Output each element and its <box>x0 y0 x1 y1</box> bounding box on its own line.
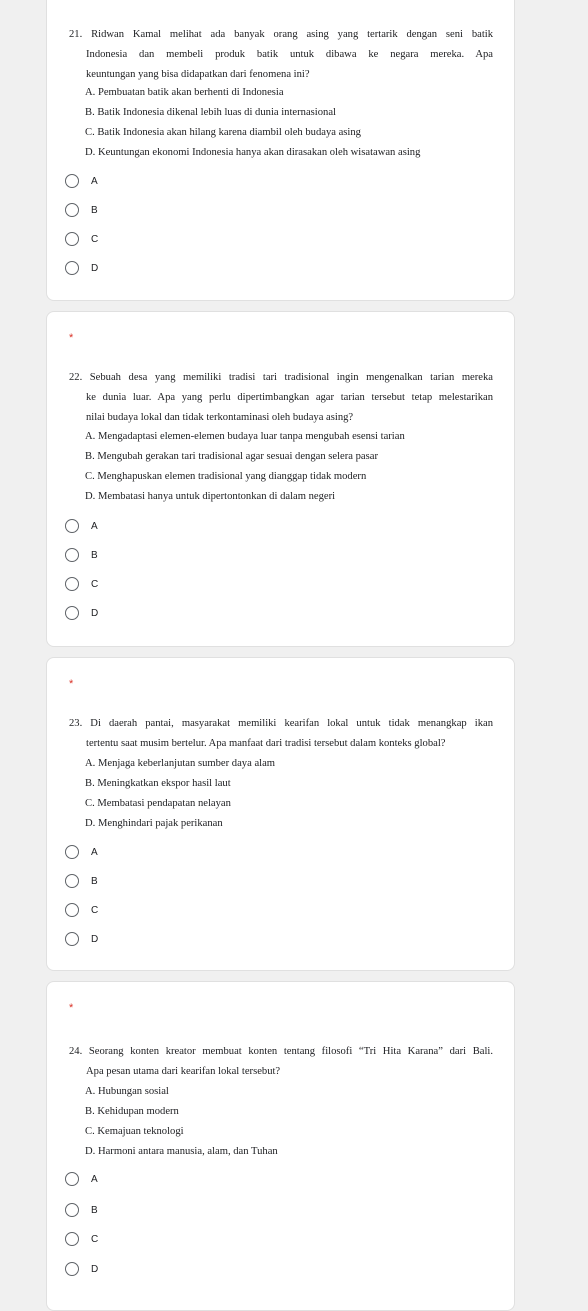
radio-button[interactable] <box>65 874 79 888</box>
question-text <box>69 714 493 754</box>
radio-label[interactable]: B <box>91 204 98 216</box>
radio-label[interactable]: D <box>91 607 99 619</box>
question-line: ke dunia luar. Apa yang perlu dipertimbangkan agar tarian tersebut tetap melestarikan <box>86 392 493 403</box>
radio-option-a[interactable] <box>65 516 98 536</box>
question-line: nilai budaya lokal dan tidak terkontaminasi oleh budaya asing? <box>86 412 354 423</box>
question-line: 24. Seorang konten kreator membuat konten tentang filosofi “Tri Hita Karana” dari Bali. <box>69 1046 493 1057</box>
option-list <box>85 1082 278 1162</box>
radio-option-d[interactable] <box>65 258 98 278</box>
radio-option-c[interactable] <box>65 229 98 249</box>
option-text-c: C. Membatasi pendapatan nelayan <box>85 798 231 809</box>
radio-button[interactable] <box>65 577 79 591</box>
radio-option-c[interactable] <box>65 574 98 594</box>
question-line: tertentu saat musim bertelur. Apa manfaat dari tradisi tersebut dalam konteks global? <box>86 738 446 749</box>
radio-option-d[interactable] <box>65 1259 98 1279</box>
option-list <box>85 427 405 507</box>
question-line: 22. Sebuah desa yang memiliki tradisi tari tradisional ingin mengenalkan tarian mereka <box>69 372 493 383</box>
radio-option-c[interactable] <box>65 1229 98 1249</box>
radio-button[interactable] <box>65 261 79 275</box>
question-card-24 <box>46 981 515 1311</box>
radio-label[interactable]: A <box>91 846 98 858</box>
option-text-b: B. Mengubah gerakan tari tradisional agar sesuai dengan selera pasar <box>85 451 378 462</box>
question-card-23 <box>46 657 515 971</box>
radio-option-a[interactable] <box>65 171 98 191</box>
radio-label[interactable]: C <box>91 578 99 590</box>
radio-option-d[interactable] <box>65 929 98 949</box>
radio-button[interactable] <box>65 519 79 533</box>
question-line: keuntungan yang bisa didapatkan dari fenomena ini? <box>86 69 310 80</box>
radio-option-b[interactable] <box>65 871 98 891</box>
radio-label[interactable]: B <box>91 1204 98 1216</box>
radio-option-a[interactable] <box>65 842 98 862</box>
radio-option-b[interactable] <box>65 200 98 220</box>
question-line: 23. Di daerah pantai, masyarakat memiliki kearifan lokal untuk tidak menangkap ikan <box>69 718 493 729</box>
radio-button[interactable] <box>65 203 79 217</box>
radio-button[interactable] <box>65 1262 79 1276</box>
radio-button[interactable] <box>65 548 79 562</box>
required-asterisk: * <box>69 678 74 690</box>
option-text-b: B. Batik Indonesia dikenal lebih luas di dunia internasional <box>85 107 336 118</box>
option-text-a: A. Pembuatan batik akan berhenti di Indonesia <box>85 87 284 98</box>
radio-option-c[interactable] <box>65 900 98 920</box>
option-text-b: B. Meningkatkan ekspor hasil laut <box>85 778 231 789</box>
option-list <box>85 83 420 163</box>
radio-option-b[interactable] <box>65 1200 98 1220</box>
radio-button[interactable] <box>65 232 79 246</box>
question-text <box>69 1042 493 1082</box>
radio-label[interactable]: D <box>91 933 99 945</box>
option-text-d: D. Menghindari pajak perikanan <box>85 818 223 829</box>
radio-option-b[interactable] <box>65 545 98 565</box>
radio-button[interactable] <box>65 174 79 188</box>
radio-label[interactable]: A <box>91 175 98 187</box>
question-card-22 <box>46 311 515 647</box>
option-text-a: A. Menjaga keberlanjutan sumber daya alam <box>85 758 276 769</box>
option-text-a: A. Hubungan sosial <box>85 1086 169 1097</box>
option-text-c: C. Kemajuan teknologi <box>85 1126 184 1137</box>
option-text-d: D. Keuntungan ekonomi Indonesia hanya akan dirasakan oleh wisatawan asing <box>85 147 421 158</box>
radio-button[interactable] <box>65 1172 79 1186</box>
question-line: 21. Ridwan Kamal melihat ada banyak orang asing yang tertarik dengan seni batik <box>69 29 493 40</box>
radio-button[interactable] <box>65 606 79 620</box>
option-text-c: C. Menghapuskan elemen tradisional yang dianggap tidak modern <box>85 471 367 482</box>
question-text <box>69 25 493 85</box>
radio-label[interactable]: D <box>91 262 99 274</box>
required-asterisk: * <box>69 332 74 344</box>
radio-label[interactable]: C <box>91 904 99 916</box>
radio-label[interactable]: A <box>91 520 98 532</box>
radio-label[interactable]: D <box>91 1263 99 1275</box>
option-text-a: A. Mengadaptasi elemen-elemen budaya luar tanpa mengubah esensi tarian <box>85 431 405 442</box>
question-text <box>69 368 493 428</box>
radio-label[interactable]: C <box>91 1233 99 1245</box>
radio-option-a[interactable] <box>65 1169 98 1189</box>
radio-label[interactable]: C <box>91 233 99 245</box>
question-line: Apa pesan utama dari kearifan lokal tersebut? <box>86 1066 281 1077</box>
option-text-b: B. Kehidupan modern <box>85 1106 179 1117</box>
radio-label[interactable]: B <box>91 875 98 887</box>
radio-label[interactable]: B <box>91 549 98 561</box>
required-asterisk: * <box>69 1002 74 1014</box>
radio-button[interactable] <box>65 1232 79 1246</box>
radio-button[interactable] <box>65 932 79 946</box>
radio-button[interactable] <box>65 903 79 917</box>
radio-button[interactable] <box>65 845 79 859</box>
option-text-c: C. Batik Indonesia akan hilang karena diambil oleh budaya asing <box>85 127 361 138</box>
option-text-d: D. Membatasi hanya untuk dipertontonkan di dalam negeri <box>85 491 336 502</box>
question-card-21 <box>46 0 515 301</box>
radio-option-d[interactable] <box>65 603 98 623</box>
radio-button[interactable] <box>65 1203 79 1217</box>
option-list <box>85 754 275 834</box>
question-line: Indonesia dan membeli produk batik untuk dibawa ke negara mereka. Apa <box>86 49 493 60</box>
radio-label[interactable]: A <box>91 1173 98 1185</box>
option-text-d: D. Harmoni antara manusia, alam, dan Tuhan <box>85 1146 278 1157</box>
